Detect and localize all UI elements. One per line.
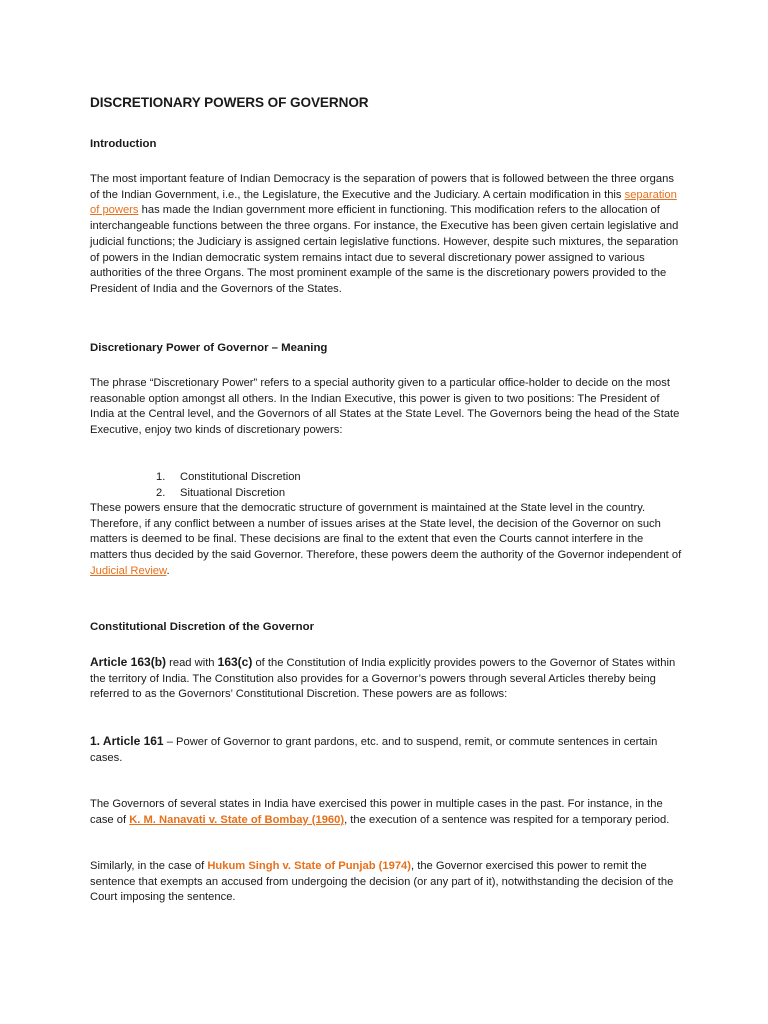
nanavati-paragraph	[90, 797, 682, 828]
hukum-text-2: , the Governor exercised this power to remit the sentence that exempts an accused from undergoing the decision (or any part of it), notwithstanding the decision of the Court imposing the sentence.	[90, 860, 674, 904]
hukum-singh-paragraph	[90, 859, 682, 906]
list-item-number: 2.	[156, 486, 166, 499]
discretion-types-list	[156, 470, 301, 501]
introduction-text-2: has made the Indian government more efficient in functioning. This modification refers to the allocation of interchangeable functions between the three organs. For instance, the Executive has been given certain legislative and judicial functions; the Judiciary is assigned certain legislative functions. However, despite such mixtures, the separation of powers in the Indian democratic system remains intact due to several discretionary power assigned to various authorities of the three Organs. The most prominent example of the same is the discretionary powers provided to the President of India and the Governors of the States.	[90, 204, 679, 295]
meaning-heading: Discretionary Power of Governor – Meaning	[90, 342, 328, 354]
introduction-text-1: The most important feature of Indian Democracy is the separation of powers that is followed between the three organs of the Indian Government, i.e., the Legislature, the Executive and the Judiciary. A certain modification in this	[90, 173, 674, 201]
list-item	[156, 470, 301, 486]
nanavati-text-1: The Governors of several states in India have exercised this power in multiple cases in the past. For instance, in the case of	[90, 798, 663, 826]
powers-effect-text-2: .	[166, 564, 170, 577]
article-161-label: 1. Article 161	[90, 734, 164, 748]
nanavati-case-link[interactable]: K. M. Nanavati v. State of Bombay (1960)	[129, 813, 345, 826]
judicial-review-link[interactable]: Judicial Review	[90, 564, 167, 577]
constitutional-text-2: of the Constitution of India explicitly provides powers to the Governor of States within the territory of India. The Constitution also provides for a Governor’s powers through several Articles thereby being referred to as the Governors’ Constitutional Discretion. These powers are as follows:	[90, 657, 676, 701]
list-item	[156, 486, 301, 502]
constitutional-paragraph	[90, 655, 682, 703]
constitutional-text-1: read with	[166, 657, 218, 669]
hukum-text-1: Similarly, in the case of	[90, 860, 208, 872]
powers-effect-paragraph	[90, 501, 682, 580]
constitutional-discretion-heading: Constitutional Discretion of the Governor	[90, 621, 315, 633]
list-item-label: Situational Discretion	[180, 486, 286, 499]
introduction-heading: Introduction	[90, 138, 157, 150]
introduction-paragraph	[90, 172, 682, 298]
list-item-number: 1.	[156, 471, 166, 483]
article-161-text: – Power of Governor to grant pardons, etc. and to suspend, remit, or commute sentences in certain cases.	[90, 736, 658, 764]
nanavati-text-2: , the execution of a sentence was respited for a temporary period.	[344, 813, 670, 826]
list-item-label: Constitutional Discretion	[180, 471, 301, 483]
article-163c-label: 163(c)	[217, 655, 253, 669]
meaning-paragraph: The phrase “Discretionary Power” refers to a special authority given to a particular office-holder to decide on the most reasonable option amongst all others. In the Indian Executive, this power is given to two positions: The President of India at the Central level, and the Governors of all States at the State Level. The Governors being the head of the State Executive, enjoy two kinds of discretionary powers:	[90, 377, 680, 437]
article-161-paragraph	[90, 734, 682, 766]
article-163b-label: Article 163(b)	[90, 655, 167, 669]
hukum-singh-case-label: Hukum Singh v. State of Punjab (1974)	[207, 860, 411, 872]
powers-effect-text-1: These powers ensure that the democratic structure of government is maintained at the State level in the country. Therefore, if any conflict between a number of issues arises at the State level, the decision of the Governor on such matters is deemed to be final. These decisions are final to the extent that even the Courts cannot interfere in the matters thus decided by the said Governor. Therefore, these powers deem the authority of the Governor independent of	[90, 502, 682, 562]
separation-of-powers-link[interactable]: separation of powers	[90, 188, 677, 217]
document-title: DISCRETIONARY POWERS OF GOVERNOR	[90, 95, 369, 110]
